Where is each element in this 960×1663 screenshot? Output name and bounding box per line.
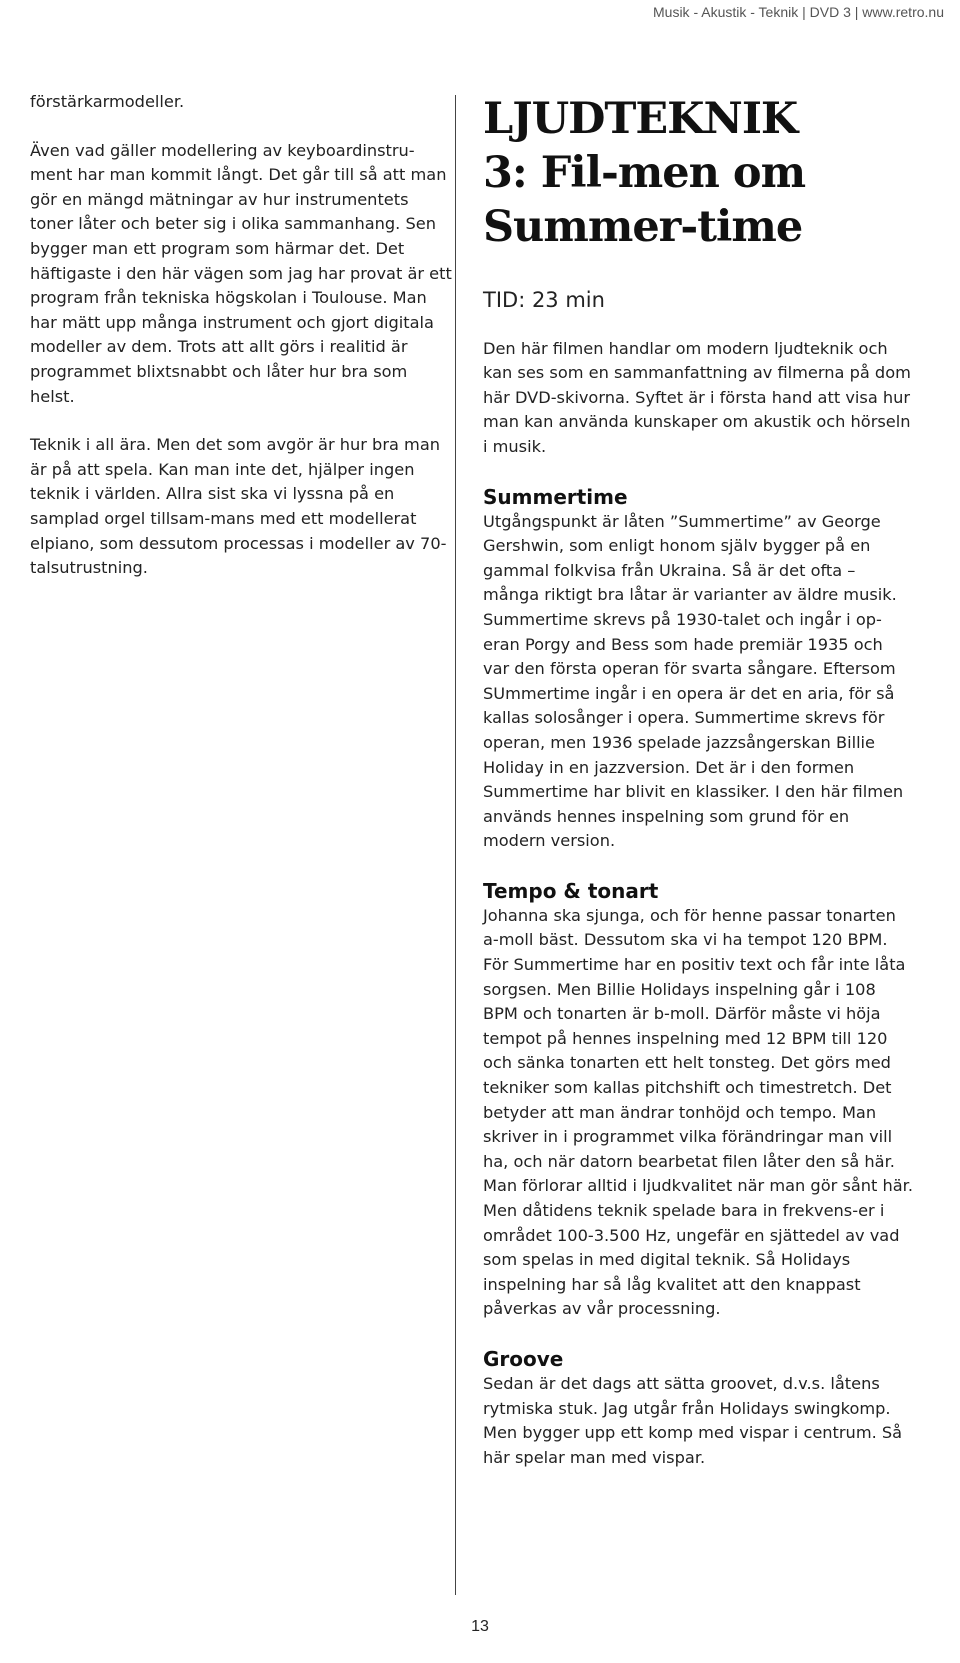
section-tempo-tonart — [483, 878, 913, 1322]
section-body: Utgångspunkt är låten ”Summertime” av George Gershwin, som enligt honom själv bygger på en gammal folkvisa från Ukraina. Så är det ofta – många riktigt bra låtar är varianter av äldre musik. Summertime skrevs på 1930-talet och ingår i op-eran Porgy and Bess som hade premiär 1935 och var den första operan för svarta sångare. Eftersom SUmmertime ingår i en opera är det en aria, för så kallas solosånger i opera. Summertime skrevs för operan, men 1936 spelade jazzsångerskan Billie Holiday in en jazzversion. Det är i den formen Summertime har blivit en klassiker. I den här filmen används hennes inspelning som grund för en modern version. — [483, 511, 904, 851]
duration-label: TID: 23 min — [483, 288, 605, 312]
paragraph: förstärkarmodeller. — [30, 92, 185, 111]
section-groove — [483, 1346, 913, 1470]
paragraph: Även vad gäller modellering av keyboardinstru-ment har man kommit långt. Det går till så att man gör en mängd mätningar av hur instrumentets toner låter och beter sig i olika sammanhang. Sen bygger man ett program som härmar det. Det häftigaste i den här vägen som jag har provat är ett program från tekniska högskolan i Toulouse. Man har mätt upp många instrument och gjort digitala modeller av dem. Trots att allt görs i realitid är programmet blixtsnabbt och låter hur bra som helst. — [30, 140, 452, 406]
left-column — [30, 90, 455, 605]
column-divider — [455, 95, 456, 1595]
paragraph: Teknik i all ära. Men det som avgör är hur bra man är på att spela. Kan man inte det, hjälper ingen teknik i världen. Allra sist ska vi lyssna på en samplad orgel tillsam-mans med ett modellerat elpiano, som dessutom processas i modeller av 70-talsutrustning. — [30, 435, 447, 578]
section-heading: Summertime — [483, 484, 628, 509]
section-body: Johanna ska sjunga, och för henne passar tonarten a-moll bäst. Dessutom ska vi ha tempot 120 BPM. För Summertime har en positiv text och får inte låta sorgsen. Men Billie Holidays inspelning går i 108 BPM och tonarten är b-moll. Därför måste vi höja tempot på hennes inspelning med 12 BPM till 120 och sänka tonarten ett helt tonsteg. Det görs med tekniker som kallas pitchshift och timestretch. Det betyder att man ändrar tonhöjd och tempo. Man skriver in i programmet vilka förändringar man vill ha, och när datorn bearbetat filen låter den så här. Man förlorar alltid i ljudkvalitet när man gör sånt här. Men dåtidens teknik spelade bara in frekvens-er i området 100-3.500 Hz, ungefär en sjättedel av vad som spelas in med digital teknik. Så Holidays inspelning har så låg kvalitet att den knappast påverkas av vår processning. — [483, 905, 913, 1319]
section-heading: Groove — [483, 1346, 564, 1371]
article-title: LJUDTEKNIK 3: Fil-men om Summer-time — [483, 94, 806, 252]
section-summertime — [483, 484, 913, 854]
section-body: Sedan är det dags att sätta groovet, d.v.s. låtens rytmiska stuk. Jag utgår från Holidays swingkomp. Men bygger upp ett komp med vispar i centrum. Så här spelar man med vispar. — [483, 1373, 903, 1467]
section-heading: Tempo & tonart — [483, 878, 659, 903]
intro-paragraph: Den här filmen handlar om modern ljudteknik och kan ses som en sammanfattning av filmerna på dom här DVD-skivorna. Syftet är i första hand att visa hur man kan använda kunskaper om akustik och hörseln i musik. — [483, 338, 911, 456]
page-header: Musik - Akustik - Teknik | DVD 3 | www.retro.nu — [653, 4, 944, 20]
right-column — [483, 90, 913, 1494]
page-number: 13 — [471, 1618, 489, 1635]
